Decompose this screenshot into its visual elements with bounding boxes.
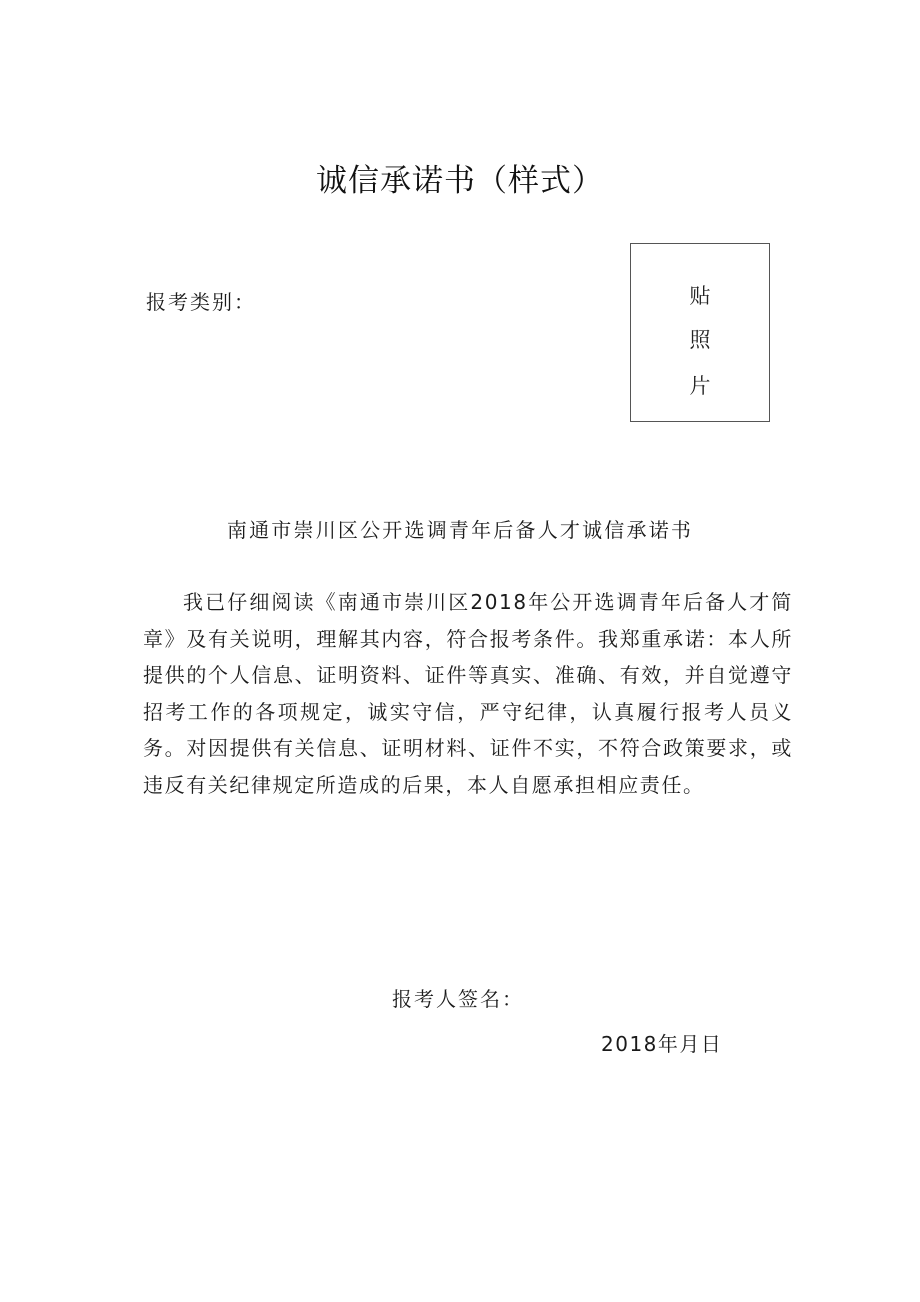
photo-box-char-3: 片 [689,374,711,398]
pledge-body-paragraph: 我已仔细阅读《南通市崇川区2018年公开选调青年后备人才简章》及有关说明，理解其内容，符合报考条件。我郑重承诺：本人所提供的个人信息、证明资料、证件等真实、准确、有效，并自觉遵守招考工作的各项规定，诚实守信，严守纪律，认真履行报考人员义务。对因提供有关信息、证明材料、证件不实，不符合政策要求，或违反有关纪律规定所造成的后果，本人自愿承担相应责任。 [143,590,793,797]
date-line: 2018年月日 [601,1032,723,1056]
pledge-subtitle: 南通市崇川区公开选调青年后备人才诚信承诺书 [226,518,694,542]
document-title: 诚信承诺书（样式） [316,163,604,199]
photo-box-char-1: 贴 [689,284,711,308]
exam-category-field [146,286,456,315]
exam-category-label: 报考类别： [146,290,256,314]
signature-label: 报考人签名： [392,987,524,1011]
photo-box-char-2: 照 [689,328,711,352]
signature-field [392,983,674,1012]
photo-placeholder-box [630,243,770,422]
